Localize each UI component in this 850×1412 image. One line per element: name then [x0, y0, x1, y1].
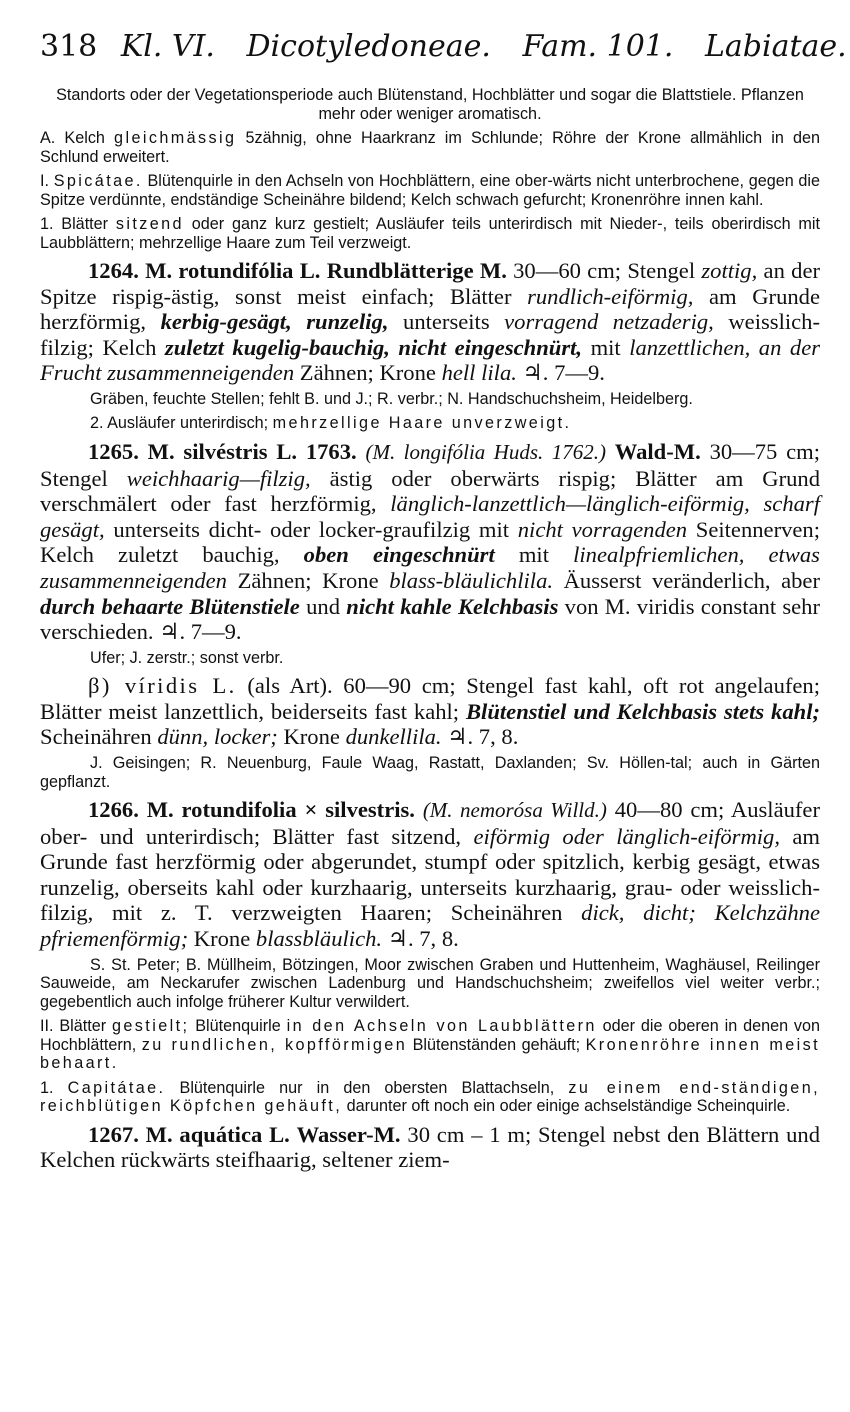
- description-text: mit: [590, 334, 621, 360]
- key-i-name: Spicátae.: [53, 172, 143, 190]
- common-name: Wasser-M.: [296, 1121, 401, 1147]
- species-name: M. silvéstris L. 1763.: [147, 438, 357, 464]
- description-text: von M. viridis constant sehr verschieden. ♃. 7—9.: [40, 593, 821, 645]
- description-text: Krone: [193, 925, 251, 951]
- description-italic: durch behaarte Blütenstiele: [40, 593, 300, 619]
- description-text: 30 cm – 1 m; Stengel nebst den Blättern und Kelchen rückwärts steifhaarig, seltener ziem-: [40, 1121, 821, 1173]
- key-2-label: 2. Ausläufer unterirdisch;: [90, 414, 269, 433]
- synonym: (M. nemorósa Willd.): [422, 798, 607, 822]
- locality-1264: Gräben, feuchte Stellen; fehlt B. und J.; R. verbr.; N. Handschuchsheim, Heidelberg.: [90, 389, 693, 408]
- description-italic: oben eingeschnürt: [303, 542, 495, 568]
- key-2: [40, 414, 820, 433]
- key-ii-text: oder die oberen in denen von Hochblättern,: [40, 1017, 821, 1054]
- variety-name: β) víridis L.: [88, 673, 237, 699]
- entry-number: 1264.: [88, 258, 139, 283]
- species-name: M. rotundifólia L.: [145, 258, 321, 283]
- flowering-time: ♃. 7, 8.: [387, 925, 459, 951]
- description-italic: linealpfriemlichen, etwas zusammenneigenden: [40, 542, 820, 593]
- locality-1265: Ufer; J. zerstr.; sonst verbr.: [90, 648, 284, 667]
- flowering-time: ♃. 7, 8.: [447, 724, 519, 750]
- key-2-spaced: mehrzellige Haare unverzweigt.: [272, 414, 572, 433]
- flowering-time: ♃. 7—9.: [522, 360, 605, 386]
- key-i: [40, 172, 820, 209]
- header-class: Kl. VI.: [120, 29, 215, 64]
- description-italic: Blütenstiel und Kelchbasis stets kahl;: [465, 698, 820, 724]
- entry-1266: [40, 797, 820, 952]
- key-capitatae-name: Capitátae.: [67, 1078, 166, 1097]
- key-capitatae-text: darunter oft noch ein oder einige achselständige Scheinquirle.: [346, 1097, 791, 1116]
- synonym: (M. longifólia Huds. 1762.): [365, 439, 606, 464]
- entry-number: 1267.: [88, 1121, 139, 1147]
- key-1: [40, 215, 820, 252]
- description-text: unterseits: [403, 309, 490, 335]
- species-name: M. aquática L.: [145, 1121, 290, 1147]
- common-name: Rundblätterige M.: [326, 258, 507, 283]
- key-1-spaced: sitzend: [115, 215, 184, 233]
- document-page: [40, 28, 847, 1177]
- variety-viridis: [40, 673, 820, 750]
- description-text: weisslich-filzig; Kelch: [40, 309, 820, 360]
- entry-1267: [40, 1122, 820, 1173]
- description-italic: dick, dicht;: [581, 900, 696, 926]
- key-capitatae-text: Blütenquirle nur in den obersten Blattachseln,: [179, 1078, 555, 1097]
- key-ii-spaced: Kronenröhre innen meist behaart.: [40, 1035, 821, 1073]
- key-1-label: 1. Blätter: [40, 215, 109, 233]
- entry-1265: [40, 439, 820, 645]
- header-group: Dicotyledoneae.: [246, 29, 491, 64]
- key-a-spaced: gleichmässig: [114, 129, 237, 147]
- intro-paragraph: Standorts oder der Vegetationsperiode auch Blütenstand, Hochblätter und sogar die Blattstiele. Pflanzen mehr oder weniger aromatisch.: [56, 86, 804, 123]
- key-capitatae-label: 1.: [40, 1078, 54, 1097]
- description-italic: eiförmig oder länglich-eiförmig,: [473, 823, 780, 849]
- key-ii-spaced: zu rundlichen, kopfförmigen: [141, 1035, 408, 1054]
- key-ii-spaced: gestielt;: [112, 1017, 190, 1036]
- description-text: 40—80 cm; Ausläufer ober- und unterirdisch; Blätter fast sitzend,: [40, 797, 820, 849]
- species-name: M. rotundifolia × silvestris.: [146, 797, 415, 822]
- description-text: am Grunde herzförmig,: [40, 283, 820, 335]
- key-i-text: Blütenquirle in den Achseln von Hochblättern, eine ober-wärts nicht unterbrochene, gegen die Spitze verdünnte, endständige Scheinähre bildend; Kelch schwach gefurcht; Kronenröhre innen kahl.: [40, 172, 821, 209]
- locality-viridis: J. Geisingen; R. Neuenburg, Faule Waag, Rastatt, Daxlanden; Sv. Höllen-tal; auch in Gärten gepflanzt.: [40, 754, 820, 791]
- description-text: 30—75 cm; Stengel: [40, 438, 821, 491]
- header-family-number: Fam. 101.: [522, 29, 674, 64]
- description-italic: zottig,: [701, 258, 758, 283]
- key-capitatae: [40, 1079, 820, 1116]
- key-a-label: A. Kelch: [40, 129, 105, 147]
- entry-number: 1265.: [88, 438, 139, 464]
- description-italic: Kelchzähne pfriemenförmig;: [40, 900, 820, 951]
- description-text: 30—60 cm; Stengel: [513, 258, 696, 283]
- key-ii: [40, 1017, 820, 1073]
- description-italic: hell lila.: [441, 360, 517, 386]
- key-ii-label: II. Blätter: [40, 1017, 107, 1036]
- description-text: unterseits dicht- oder locker-graufilzig mit: [113, 516, 510, 542]
- description-italic: dünn, locker;: [157, 724, 278, 750]
- description-italic: zuletzt kugelig-bauchig, nicht eingeschnürt,: [164, 334, 583, 360]
- description-italic: nicht vorragenden: [517, 516, 688, 542]
- description-italic: vorragend netzaderig,: [504, 309, 714, 335]
- page-number: 318: [40, 29, 98, 64]
- description-text: am Grunde fast herzförmig oder abgerundet, stumpf oder spitzlich, kerbig gesägt, etwas runzelig, oberseits kahl oder kurzhaarig, unterseits kurzhaarig, grau- oder weisslich-filzig, mit z. T. verzweigten Haaren; Scheinähren: [40, 823, 821, 926]
- description-italic: dunkellila.: [345, 724, 442, 750]
- description-italic: weichhaarig—filzig,: [126, 465, 311, 491]
- key-1-text: oder ganz kurz gestielt; Ausläufer teils unterirdisch mit Nieder-, teils oberirdisch mit Laubblättern; mehrzellige Haare zum Teil verzweigt.: [40, 215, 820, 252]
- description-text: an der Spitze rispig-ästig, sonst meist einfach; Blätter: [40, 258, 820, 309]
- entry-1264: [40, 258, 820, 386]
- key-ii-text: Blütenquirle: [195, 1017, 281, 1036]
- description-italic: kerbig-gesägt, runzelig,: [160, 309, 389, 335]
- description-text: Krone: [283, 724, 340, 750]
- key-ii-spaced: in den Achseln von Laubblättern: [286, 1017, 597, 1036]
- description-text: und: [306, 593, 340, 619]
- key-a: [40, 129, 820, 166]
- description-italic: blass-bläulichlila.: [389, 567, 554, 593]
- description-italic: lanzettlichen, an der Frucht zusammenneigenden: [40, 334, 821, 386]
- description-text: mit: [518, 542, 549, 568]
- key-capitatae-spaced: zu einem end-ständigen, reichblütigen Köpfchen gehäuft,: [40, 1078, 821, 1116]
- entry-number: 1266.: [88, 797, 139, 822]
- running-header: [40, 28, 847, 66]
- description-italic: blassbläulich.: [255, 925, 383, 951]
- key-i-label: I.: [40, 172, 49, 190]
- description-text: Scheinähren: [40, 724, 152, 750]
- key-ii-text: Blütenständen gehäuft;: [412, 1035, 581, 1054]
- header-family: Labiatae.: [704, 29, 847, 64]
- description-text: Zähnen; Krone: [299, 360, 436, 386]
- description-italic: länglich-lanzettlich—länglich-eiförmig, scharf gesägt,: [40, 491, 820, 542]
- key-a-text: 5zähnig, ohne Haarkranz im Schlunde; Röhre der Krone allmählich in den Schlund erweitert.: [40, 129, 820, 166]
- description-text: Zähnen; Krone: [237, 567, 379, 593]
- description-text: Äusserst veränderlich, aber: [563, 567, 820, 593]
- description-text: (als Art). 60—90 cm; Stengel fast kahl, oft rot angelaufen; Blätter meist lanzettlich, beiderseits fast kahl;: [40, 673, 820, 724]
- locality-1266: S. St. Peter; B. Müllheim, Bötzingen, Moor zwischen Graben und Huttenheim, Waghäusel, Reilinger Sauweide, am Neckarufer zwischen Ladenburg und Handschuchsheim; zweifellos viel weiter verbr.; gegebentlich auch infolge früherer Kultur verwildert.: [40, 955, 820, 1011]
- description-italic: rundlich-eiförmig,: [527, 283, 694, 309]
- common-name: Wald-M.: [614, 438, 701, 464]
- description-text: Seitennerven; Kelch zuletzt bauchig,: [40, 516, 821, 568]
- description-italic: nicht kahle Kelchbasis: [346, 593, 559, 619]
- description-text: ästig oder oberwärts rispig; Blätter am Grund verschmälert oder fast herzförmig,: [40, 465, 820, 517]
